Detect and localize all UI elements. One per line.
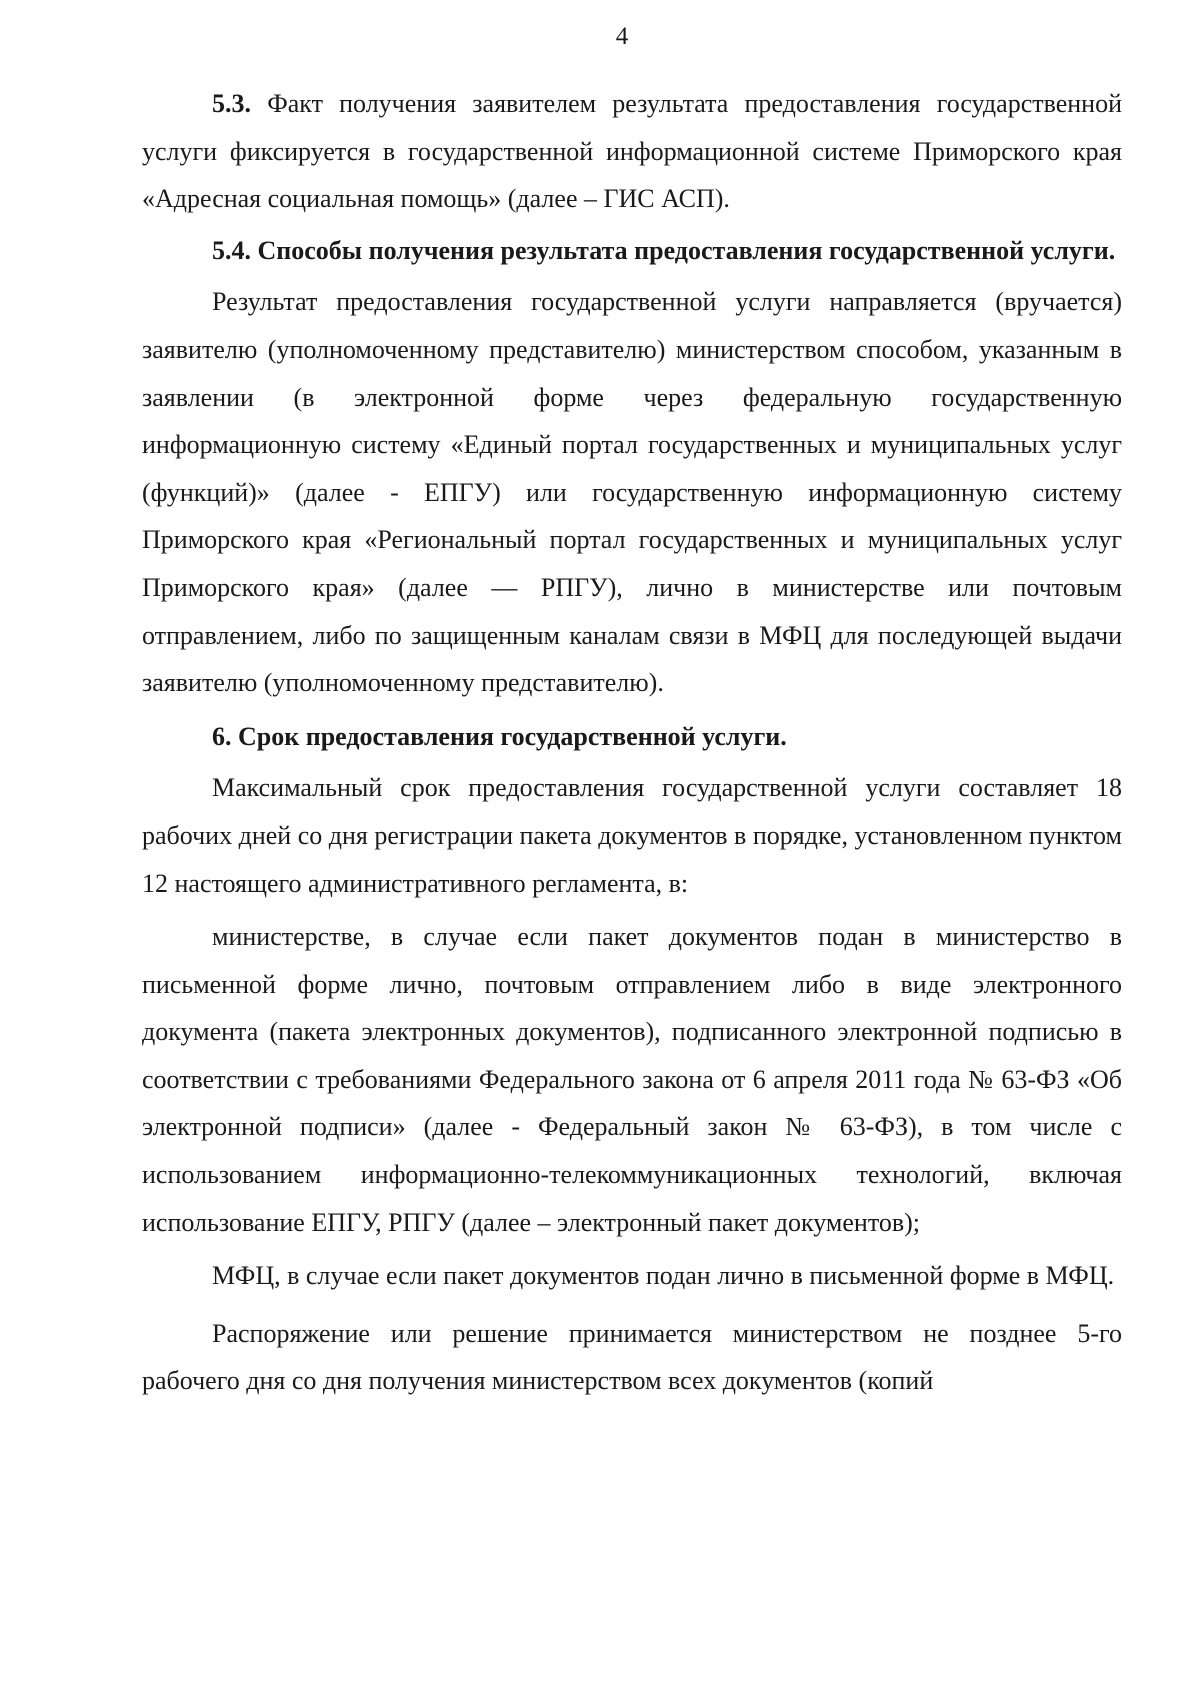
heading-6: 6. Срок предоставления государственной услуги. (212, 721, 787, 751)
paragraph-5-3 (142, 80, 1122, 223)
page-number: 4 (615, 23, 629, 50)
clause-number-5-3: 5.3. (212, 89, 251, 118)
paragraph-max-term: Максимальный срок предоставления государственной услуги составляет 18 рабочих дней со дня регистрации пакета документов в порядке, установленном пунктом 12 настоящего административного регламента, в: (142, 773, 1122, 898)
paragraph-5-3-text: Факт получения заявителем результата предоставления государственной услуги фиксируется в государственной информационной системе Приморского края «Адресная социальная помощь» (далее – ГИС АСП). (142, 89, 1122, 214)
document-body (142, 80, 1122, 1405)
heading-5-4: 5.4. Способы получения результата предоставления государственной услуги. (212, 235, 1116, 265)
paragraph-result-delivery: Результат предоставления государственной услуги направляется (вручается) заявителю (уполномоченному представителю) министерством способом, указанным в заявлении (в электронной форме через федеральную государственную информационную систему «Единый портал государственных и муниципальных услуг (функций)» (далее - ЕПГУ) или государственную информационную систему Приморского края «Региональный портал государственных и муниципальных услуг Приморского края» (далее — РПГУ), лично в министерстве или почтовым отправлением, либо по защищенным каналам связи в МФЦ для последующей выдачи заявителю (уполномоченному представителю). (142, 287, 1122, 698)
paragraph-ministry-case: министерстве, в случае если пакет документов подан в министерство в письменной форме лично, почтовым отправлением либо в виде электронного документа (пакета электронных документов), подписанного электронной подписью в соответствии с требованиями Федерального закона от 6 апреля 2011 года № 63-ФЗ «Об электронной подписи» (далее - Федеральный закон № 63-ФЗ), в том числе с использованием информационно-телекоммуникационных технологий, включая использование ЕПГУ, РПГУ (далее – электронный пакет документов); (142, 922, 1122, 1237)
paragraph-decision: Распоряжение или решение принимается министерством не позднее 5-го рабочего дня со дня получения министерством всех документов (копий (142, 1318, 1122, 1396)
paragraph-mfc-case: МФЦ, в случае если пакет документов подан лично в письменной форме в МФЦ. (212, 1261, 1115, 1291)
